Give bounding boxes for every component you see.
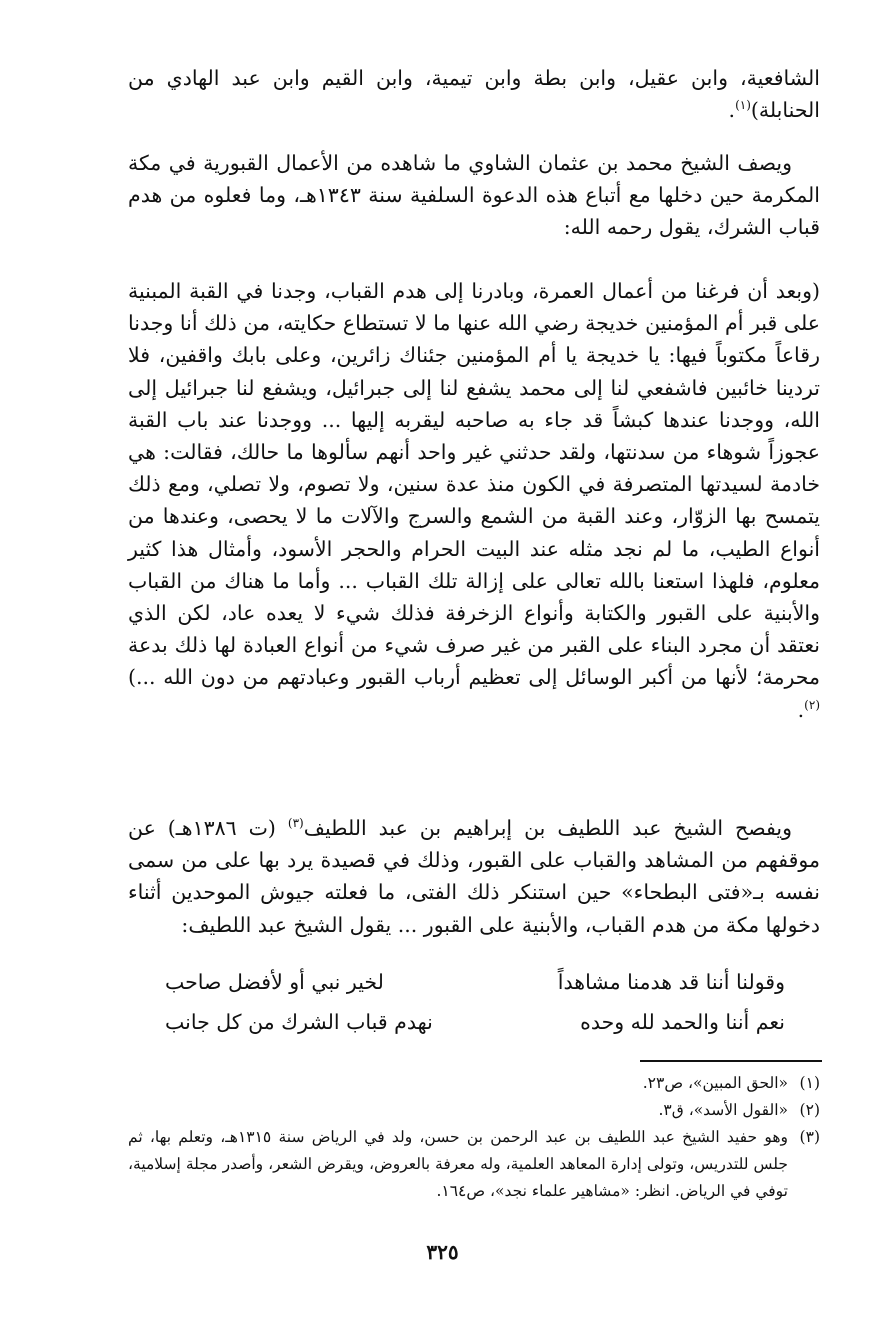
footnote-1-text: «الحق المبين»، ص٢٣.: [642, 1074, 788, 1092]
verse-1-first-hemistich: وقولنا أننا قد هدمنا مشاهداً: [557, 970, 785, 994]
footnote-3: [128, 1124, 820, 1205]
verse-2-first-hemistich: نعم أننا والحمد لله وحده: [580, 1010, 785, 1034]
paragraph-2: [128, 147, 820, 244]
verse-2-second-hemistich: نهدم قباب الشرك من كل جانب: [165, 1010, 433, 1034]
paragraph-3-text: (وبعد أن فرغنا من أعمال العمرة، وبادرنا إلى هدم القباب، وجدنا في القبة المبنية على قبر أم المؤمنين خديجة رضي الله عنها ما لا تستطاع حكايته، من ذلك أنا وجدنا رقاعاً مكتوباً فيها: يا خديجة يا أم المؤمنين جئناك زائرين، وعلى بابك واقفين، فلا تردينا خائبين فاشفعي لنا إلى محمد يشفع لنا إلى جبرائيل، ويشفع لنا جبرائيل إلى الله، ووجدنا عندها كبشاً قد جاء به صاحبه ليقربه إليها ... ووجدنا عند باب القبة عجوزاً شوهاء من سدنتها، ولقد حدثني غير واحد أنهم سألوها ما حالك، فقالت: هي خادمة لسيدتها المتصرفة في الكون منذ عدة سنين، ولا تصوم، ولا تصلي، ومع ذلك يتمسح بها الزوّار، وعند القبة من الشمع والسرج والآلات ما لا يحصى، وعندها من أنواع الطيب، ما لم نجد مثله عند البيت الحرام والحجر الأسود، وأمثال هذا كثير معلوم، فلهذا استعنا بالله تعالى على إزالة تلك القباب ... وأما ما هناك من القباب والأبنية على القبور والكتابة وأنواع الزخرفة فذلك شيء لا يعده عاد، لكن الذي نعتقد أن مجرد البناء على القبر من غير صرف شيء من أنواع العبادة لها ذلك بدعة محرمة؛ لأنها من أكبر الوسائل إلى تعظيم أرباب القبور وعبادتهم من دون الله ...): [128, 279, 820, 690]
footnote-ref-1[interactable]: (١): [735, 98, 751, 113]
footnote-divider: [640, 1060, 822, 1062]
verse-1-second-hemistich: لخير نبي أو لأفضل صاحب: [165, 970, 384, 994]
paragraph-4-text-b: (ت ١٣٨٦هـ) عن موقفهم من المشاهد والقباب على القبور، وذلك في قصيدة يرد بها على من سمى نفسه بـ«فتى البطحاء» حين استنكر ذلك الفتى، ما فعلته جيوش الموحدين أثناء دخولها مكة من هدم القباب، والأبنية على القبور ... يقول الشيخ عبد اللطيف:: [128, 816, 820, 937]
paragraph-1: [128, 62, 820, 126]
paragraph-4-text-a: ويفصح الشيخ عبد اللطيف بن إبراهيم بن عبد اللطيف: [303, 816, 792, 840]
footnote-3-text: وهو حفيد الشيخ عبد اللطيف بن عبد الرحمن بن حسن، ولد في الرياض سنة ١٣١٥هـ، وتعلم بها، ثم جلس للتدريس، وتولى إدارة المعاهد العلمية، وله معرفة بالعروض، ويقرض الشعر، وأصدر مجلة إسلامية، توفي في الرياض. انظر: «مشاهير علماء نجد»، ص١٦٤.: [128, 1128, 788, 1200]
paragraph-4: [128, 812, 820, 941]
poem-verse-2: [165, 1010, 785, 1044]
paragraph-3-quote: [128, 275, 820, 726]
page-number: ٣٢٥: [426, 1240, 459, 1264]
footnote-3-number: (٣): [799, 1128, 820, 1146]
footnote-2-text: «القول الأسد»، ق٣.: [658, 1101, 788, 1119]
footnote-1-number: (١): [799, 1074, 820, 1092]
footnotes: [128, 1070, 820, 1205]
footnote-ref-2[interactable]: (٢): [804, 697, 820, 712]
footnote-2-number: (٢): [799, 1101, 820, 1119]
paragraph-3-end: .: [797, 697, 805, 722]
footnote-2: [128, 1097, 820, 1124]
footnote-ref-3[interactable]: (٣): [287, 816, 304, 831]
paragraph-1-text: الشافعية، وابن عقيل، وابن بطة وابن تيمية، وابن القيم وابن عبد الهادي من الحنابلة): [128, 66, 820, 123]
footnote-1: [128, 1070, 820, 1097]
paragraph-1-end: .: [728, 98, 736, 123]
paragraph-2-text: ويصف الشيخ محمد بن عثمان الشاوي ما شاهده من الأعمال القبورية في مكة المكرمة حين دخلها مع أتباع هذه الدعوة السلفية سنة ١٣٤٣هـ، وما فعلوه من هدم قباب الشرك، يقول رحمه الله:: [128, 151, 820, 240]
poem-verse-1: [165, 970, 785, 1004]
